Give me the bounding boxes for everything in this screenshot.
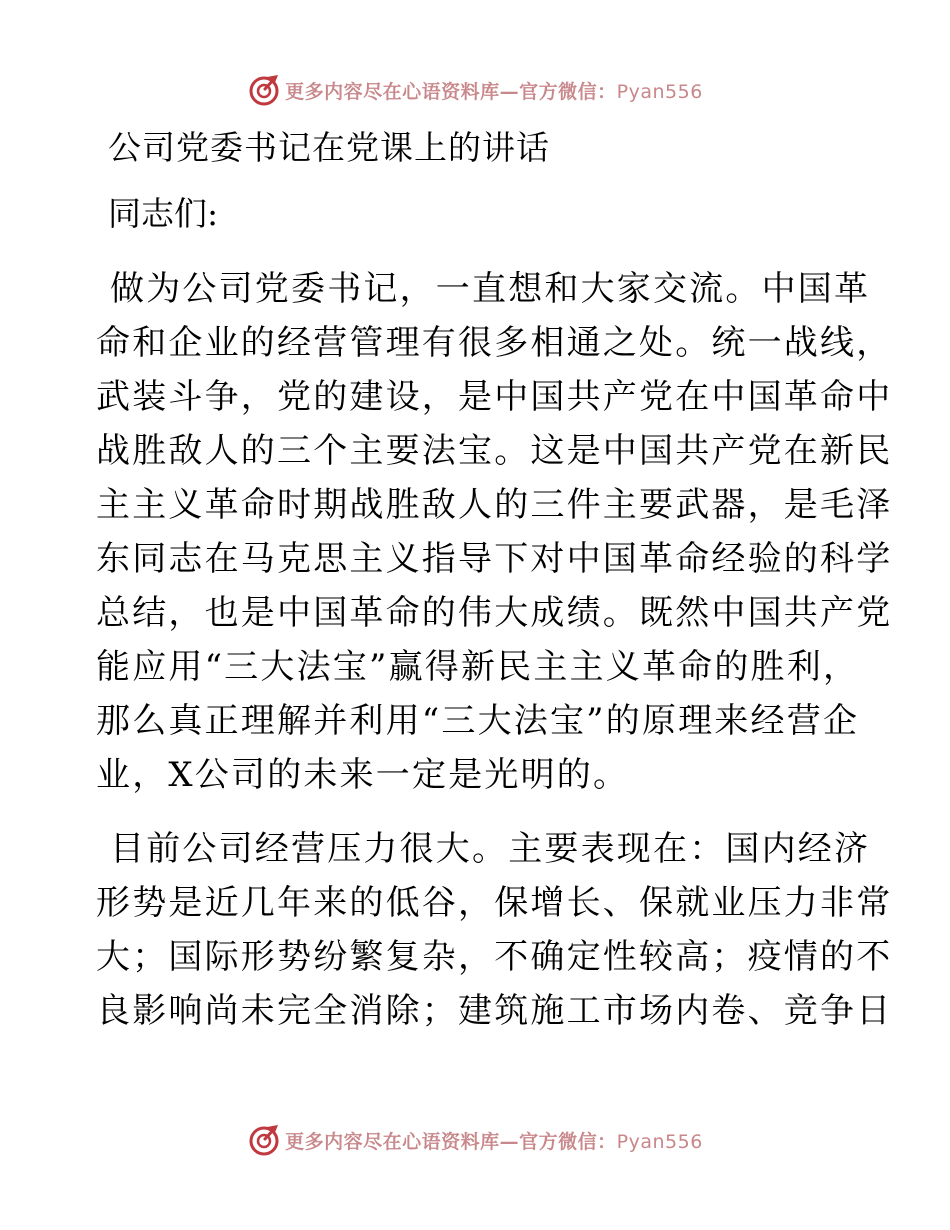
footer-watermark (0, 1122, 950, 1158)
paragraph-line: 目前公司经营压力很大。主要表现在：国内经济 (110, 829, 871, 869)
watermark-text: 更多内容尽在心语资料库—官方微信：Pyan556 (285, 1130, 703, 1153)
paragraph-line: 业，X公司的未来一定是光明的。 (96, 755, 630, 795)
watermark-handle: Pyan556 (616, 80, 703, 103)
paragraph-line: 武装斗争，党的建设，是中国共产党在中国革命中 (96, 377, 893, 417)
document-body (96, 120, 893, 1038)
paragraph-line: 做为公司党委书记，一直想和大家交流。中国革 (110, 269, 871, 309)
paragraph-line: 东同志在马克思主义指导下对中国革命经验的科学 (96, 539, 893, 579)
header-watermark (0, 72, 950, 108)
paragraph-line: 那么真正理解并利用“三大法宝”的原理来经营企 (96, 701, 860, 741)
paragraph-line: 命和企业的经营管理有很多相通之处。统一战线， (96, 323, 893, 363)
paragraph-line: 能应用“三大法宝”赢得新民主主义革命的胜利， (96, 647, 860, 687)
paragraph-1 (96, 262, 893, 802)
paragraph-line: 总结，也是中国革命的伟大成绩。既然中国共产党 (96, 593, 893, 633)
document-title: 公司党委书记在党课上的讲话 (108, 128, 550, 167)
paragraph-line: 战胜敌人的三个主要法宝。这是中国共产党在新民 (96, 431, 893, 471)
paragraph-line: 大；国际形势纷繁复杂，不确定性较高；疫情的不 (96, 937, 893, 977)
paragraph-line: 良影响尚未完全消除；建筑施工市场内卷、竞争日 (96, 991, 893, 1031)
pen-logo-icon (247, 1123, 281, 1157)
salutation: 同志们: (108, 194, 219, 233)
watermark-text: 更多内容尽在心语资料库—官方微信：Pyan556 (285, 80, 703, 103)
paragraph-line: 形势是近几年来的低谷，保增长、保就业压力非常 (96, 883, 893, 923)
pen-logo-icon (247, 73, 281, 107)
paragraph-line: 主主义革命时期战胜敌人的三件主要武器，是毛泽 (96, 485, 893, 525)
watermark-handle: Pyan556 (616, 1130, 703, 1153)
paragraph-2 (96, 822, 893, 1038)
